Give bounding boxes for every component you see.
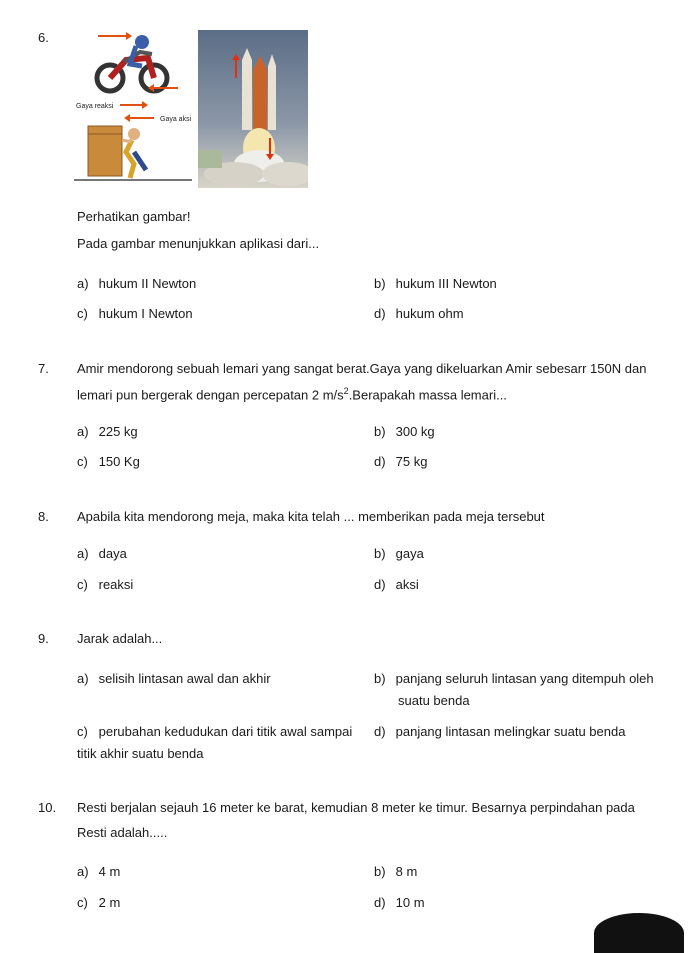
question-6-number: 6. (38, 30, 49, 45)
q7-option-c[interactable] (77, 454, 140, 469)
question-6-text: Pada gambar menunjukkan aplikasi dari... (77, 236, 320, 251)
option-text: panjang seluruh lintasan yang ditempuh oleh (395, 671, 654, 686)
option-text: 4 m (98, 864, 121, 879)
q9-option-b[interactable] (374, 671, 654, 686)
option-letter: b) (374, 864, 386, 879)
option-text: 10 m (395, 895, 425, 910)
question-8-text: Apabila kita mendorong meja, maka kita telah ... memberikan pada meja tersebut (77, 509, 545, 524)
option-letter: a) (77, 276, 89, 291)
q10-option-d[interactable] (374, 895, 425, 910)
q6-option-a[interactable] (77, 276, 196, 291)
newton-third-law-figure (74, 30, 308, 188)
q10-option-a[interactable] (77, 864, 120, 879)
q8-option-c[interactable] (77, 577, 133, 592)
option-letter: c) (77, 454, 88, 469)
q8-option-a[interactable] (77, 546, 127, 561)
option-letter: b) (374, 671, 386, 686)
option-letter: c) (77, 577, 88, 592)
question-6-instruction: Perhatikan gambar! (77, 209, 191, 224)
option-text: 300 kg (395, 424, 435, 439)
q9-option-a[interactable] (77, 671, 271, 686)
question-10-text-line1: Resti berjalan sejauh 16 meter ke barat, kemudian 8 meter ke timur. Besarnya perpindahan pada (77, 800, 635, 815)
q10-option-c[interactable] (77, 895, 120, 910)
option-text: selisih lintasan awal dan akhir (98, 671, 271, 686)
option-letter: d) (374, 577, 386, 592)
bottom-corner-shape (594, 913, 684, 953)
option-text: aksi (395, 577, 419, 592)
question-7-number: 7. (38, 361, 49, 376)
question-9-text: Jarak adalah... (77, 631, 163, 646)
option-letter: b) (374, 424, 386, 439)
option-text: panjang lintasan melingkar suatu benda (395, 724, 626, 739)
q7-line2-post: .Berapakah massa lemari... (348, 387, 507, 403)
option-text: perubahan kedudukan dari titik awal sampai (98, 724, 353, 739)
option-letter: b) (374, 276, 386, 291)
q7-line2-pre: lemari pun bergerak dengan percepatan 2 m/s (77, 387, 344, 403)
option-letter: d) (374, 724, 386, 739)
option-text: hukum ohm (395, 306, 464, 321)
q8-option-d[interactable] (374, 577, 419, 592)
option-letter: d) (374, 306, 386, 321)
option-text: 2 m (98, 895, 121, 910)
reaction-label: Gaya reaksi (76, 103, 114, 110)
option-text: 150 Kg (98, 454, 140, 469)
question-9-number: 9. (38, 631, 49, 646)
question-7-text-line2 (77, 386, 507, 402)
q8-option-b[interactable] (374, 546, 424, 561)
option-letter: d) (374, 895, 386, 910)
option-letter: c) (77, 306, 88, 321)
question-10-text-line2: Resti adalah..... (77, 825, 168, 840)
q9-option-c[interactable] (77, 724, 352, 739)
option-letter: a) (77, 546, 89, 561)
option-letter: a) (77, 671, 89, 686)
option-letter: d) (374, 454, 386, 469)
option-letter: b) (374, 546, 386, 561)
option-text: 8 m (395, 864, 418, 879)
q6-option-d[interactable] (374, 306, 464, 321)
option-letter: a) (77, 864, 89, 879)
action-label: Gaya aksi (160, 116, 192, 123)
option-text: gaya (395, 546, 424, 561)
question-8-number: 8. (38, 509, 49, 524)
option-text: hukum I Newton (98, 306, 193, 321)
question-7-text-line1: Amir mendorong sebuah lemari yang sangat berat.Gaya yang dikeluarkan Amir sebesarr 150N dan (77, 361, 647, 376)
q7-line2-sup: 2 (343, 386, 349, 396)
q7-option-a[interactable] (77, 424, 138, 439)
option-text: daya (98, 546, 127, 561)
q9-option-b-line2: suatu benda (398, 693, 470, 708)
q6-option-b[interactable] (374, 276, 497, 291)
option-letter: c) (77, 895, 88, 910)
option-text: hukum II Newton (98, 276, 197, 291)
option-text: 75 kg (395, 454, 428, 469)
q9-option-d[interactable] (374, 724, 625, 739)
q9-option-c-line2: titik akhir suatu benda (77, 746, 204, 761)
question-10-number: 10. (38, 800, 57, 815)
option-text: hukum III Newton (395, 276, 497, 291)
q7-option-d[interactable] (374, 454, 427, 469)
q10-option-b[interactable] (374, 864, 417, 879)
q6-option-c[interactable] (77, 306, 193, 321)
option-letter: c) (77, 724, 88, 739)
q7-option-b[interactable] (374, 424, 435, 439)
option-text: reaksi (98, 577, 134, 592)
option-letter: a) (77, 424, 89, 439)
option-text: 225 kg (98, 424, 138, 439)
